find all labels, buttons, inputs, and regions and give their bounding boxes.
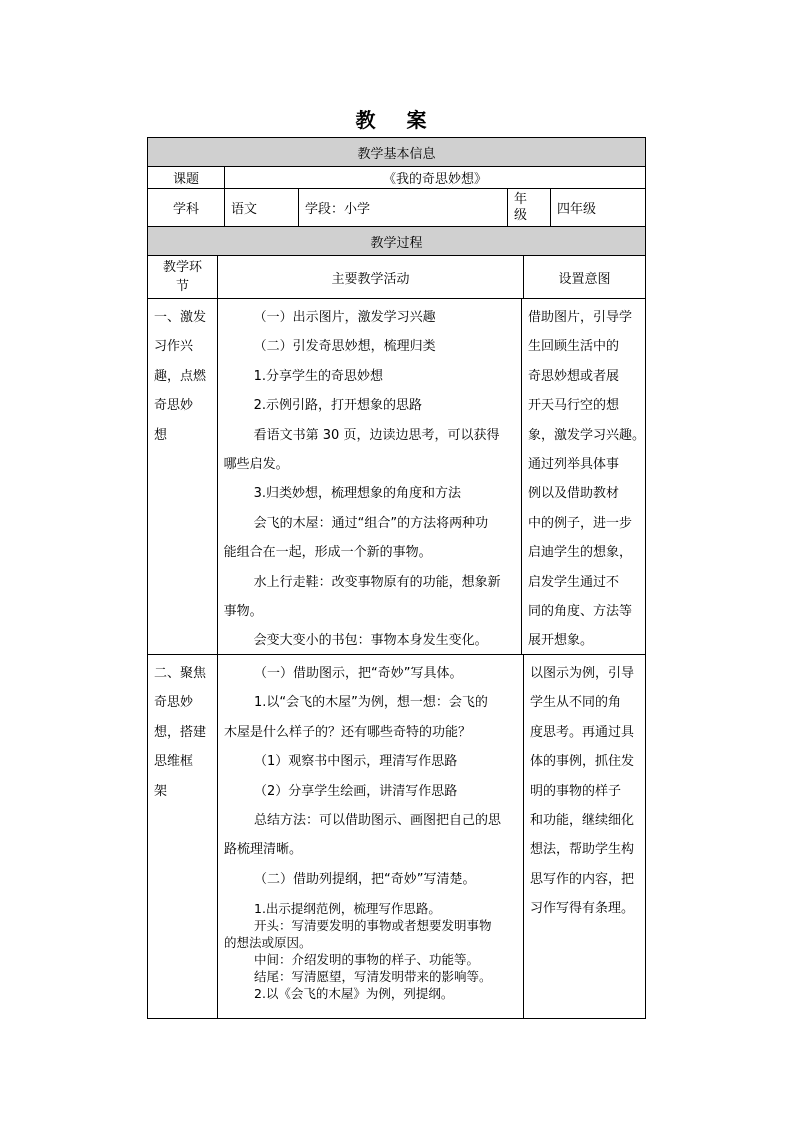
intent-text-line: 象，激发学习兴趣。 bbox=[527, 427, 645, 443]
section2-activities-main bbox=[224, 659, 523, 894]
lesson-plan-table bbox=[147, 137, 646, 1019]
outline-line: 的想法或原因。 bbox=[224, 935, 312, 951]
section2-intent bbox=[524, 655, 645, 1018]
activity-line: 3.归类妙想，梳理想象的角度和方法 bbox=[253, 486, 462, 502]
activity-line: 1.以“会飞的木屋”为例，想一想：会飞的 bbox=[254, 695, 488, 711]
activity-line: 木屋是什么样子的？还有哪些奇特的功能？ bbox=[224, 724, 472, 740]
section1-stage bbox=[148, 299, 218, 654]
activity-line: 2.示例引路，打开想象的思路 bbox=[253, 398, 423, 414]
process-columns-row bbox=[148, 256, 645, 299]
col-header-intent: 设置意图 bbox=[558, 271, 611, 287]
intent-text-line: 启迪学生的想象， bbox=[527, 545, 632, 561]
section1-activities bbox=[218, 299, 522, 654]
intent-text-line: 想法，帮助学生构 bbox=[530, 842, 635, 858]
intent-text-line: 借助图片，引导学 bbox=[527, 310, 632, 325]
activity-line: （二）借助列提纲，把“奇妙”写清楚。 bbox=[254, 871, 476, 887]
stage-text-line: 趣，点燃 bbox=[154, 368, 207, 384]
activity-line: （2）分享学生绘画，讲清写作思路 bbox=[254, 783, 458, 799]
activity-line: 路梳理清晰。 bbox=[224, 842, 303, 858]
basic-info-header: 教学基本信息 bbox=[148, 138, 645, 166]
intent-text-line: 明的事物的样子 bbox=[530, 783, 622, 799]
stage-text-line: 奇思妙 bbox=[154, 695, 194, 711]
intent-text-line: 和功能，继续细化 bbox=[530, 812, 635, 828]
section2-activities-outline bbox=[224, 900, 523, 1002]
col-header-stage bbox=[148, 256, 218, 298]
intent-text-line: 学生从不同的角 bbox=[530, 695, 622, 711]
activity-line: 看语文书第 30 页，边读边思考，可以获得 bbox=[253, 427, 500, 443]
topic-row bbox=[148, 167, 645, 189]
subject-value: 语文 bbox=[225, 189, 299, 226]
subject-label: 学科 bbox=[148, 189, 225, 226]
section1-row bbox=[148, 299, 645, 655]
activity-line: （一）出示图片，激发学习兴趣 bbox=[253, 310, 436, 325]
stage-text-line: 架 bbox=[154, 783, 168, 799]
grade-value: 四年级 bbox=[557, 202, 597, 217]
page-title: 教 案 bbox=[355, 108, 439, 132]
grade-label-line-2: 级 bbox=[514, 207, 528, 223]
intent-text-line: 启发学生通过不 bbox=[527, 574, 619, 590]
intent-text-line: 中的例子，进一步 bbox=[527, 515, 632, 531]
intent-text-line: 通过列举具体事 bbox=[527, 456, 619, 472]
topic-label: 课题 bbox=[148, 167, 225, 188]
col-header-main: 主要教学活动 bbox=[218, 256, 524, 298]
stage-text-line: 一、激发 bbox=[154, 310, 207, 325]
activity-line: 会变大变小的书包：事物本身发生变化。 bbox=[253, 633, 488, 649]
intent-text-line: 例以及借助教材 bbox=[527, 486, 619, 502]
grade-label bbox=[508, 189, 551, 226]
activity-line: 会飞的木屋：通过“组合”的方法将两种功 bbox=[253, 515, 489, 531]
section2-stage bbox=[148, 655, 218, 1018]
stage-text-line: 想 bbox=[154, 427, 168, 443]
intent-text-line: 奇思妙想或者展 bbox=[527, 368, 619, 384]
stage-value: 学段：小学 bbox=[299, 189, 508, 226]
activity-line: （二）引发奇思妙想，梳理归类 bbox=[253, 339, 436, 355]
activity-line: 事物。 bbox=[223, 603, 263, 619]
intent-text-line: 展开想象。 bbox=[527, 633, 593, 649]
activity-line: 哪些启发。 bbox=[223, 456, 289, 472]
intent-text-line: 同的角度、方法等 bbox=[527, 603, 632, 619]
intent-text-line: 开天马行空的想 bbox=[527, 398, 619, 414]
process-header: 教学过程 bbox=[148, 227, 645, 255]
basic-info-header-row bbox=[148, 138, 645, 167]
activity-line: 能组合在一起，形成一个新的事物。 bbox=[223, 545, 432, 561]
activity-line: （1）观察书中图示，理清写作思路 bbox=[254, 754, 458, 770]
intent-text-line: 思写作的内容，把 bbox=[530, 871, 635, 887]
stage-text-line: 习作兴 bbox=[154, 339, 194, 355]
grade-label-line-1: 年 bbox=[514, 191, 528, 207]
intent-text-line: 习作写得有条理。 bbox=[530, 901, 635, 917]
outline-line: 开头：写清要发明的事物或者想要发明事物 bbox=[254, 918, 492, 934]
col-header-stage-line-2: 节 bbox=[175, 279, 189, 294]
section2-activities bbox=[218, 655, 524, 1018]
stage-text-line: 二、聚焦 bbox=[154, 666, 207, 681]
stage-text-line: 想，搭建 bbox=[154, 724, 207, 740]
section1-intent bbox=[522, 299, 645, 654]
activity-line: 1.分享学生的奇思妙想 bbox=[253, 368, 384, 384]
outline-line: 中间：介绍发明的事物的样子、功能等。 bbox=[254, 952, 480, 968]
outline-line: 结尾：写清愿望，写清发明带来的影响等。 bbox=[254, 969, 492, 985]
activity-line: 总结方法：可以借助图示、画图把自己的思 bbox=[254, 812, 502, 828]
subject-row bbox=[148, 189, 645, 227]
intent-text-line: 生回顾生活中的 bbox=[527, 339, 619, 355]
outline-line: 2.以《会飞的木屋》为例，列提纲。 bbox=[254, 986, 454, 1002]
stage-text-line: 奇思妙 bbox=[154, 398, 194, 414]
activity-line: 水上行走鞋：改变事物原有的功能，想象新 bbox=[253, 574, 501, 590]
activity-line: （一）借助图示，把“奇妙”写具体。 bbox=[254, 666, 463, 681]
col-header-stage-line-1: 教学环 bbox=[162, 260, 202, 275]
intent-text-line: 度思考。再通过具 bbox=[530, 724, 635, 740]
topic-value: 《我的奇思妙想》 bbox=[382, 172, 487, 187]
stage-text-line: 思维框 bbox=[154, 754, 194, 770]
intent-text-line: 体的事例，抓住发 bbox=[530, 754, 635, 770]
process-header-row bbox=[148, 227, 645, 256]
intent-text-line: 以图示为例，引导 bbox=[530, 666, 635, 681]
section2-row bbox=[148, 655, 645, 1018]
outline-line: 1.出示提纲范例，梳理写作思路。 bbox=[254, 901, 441, 917]
